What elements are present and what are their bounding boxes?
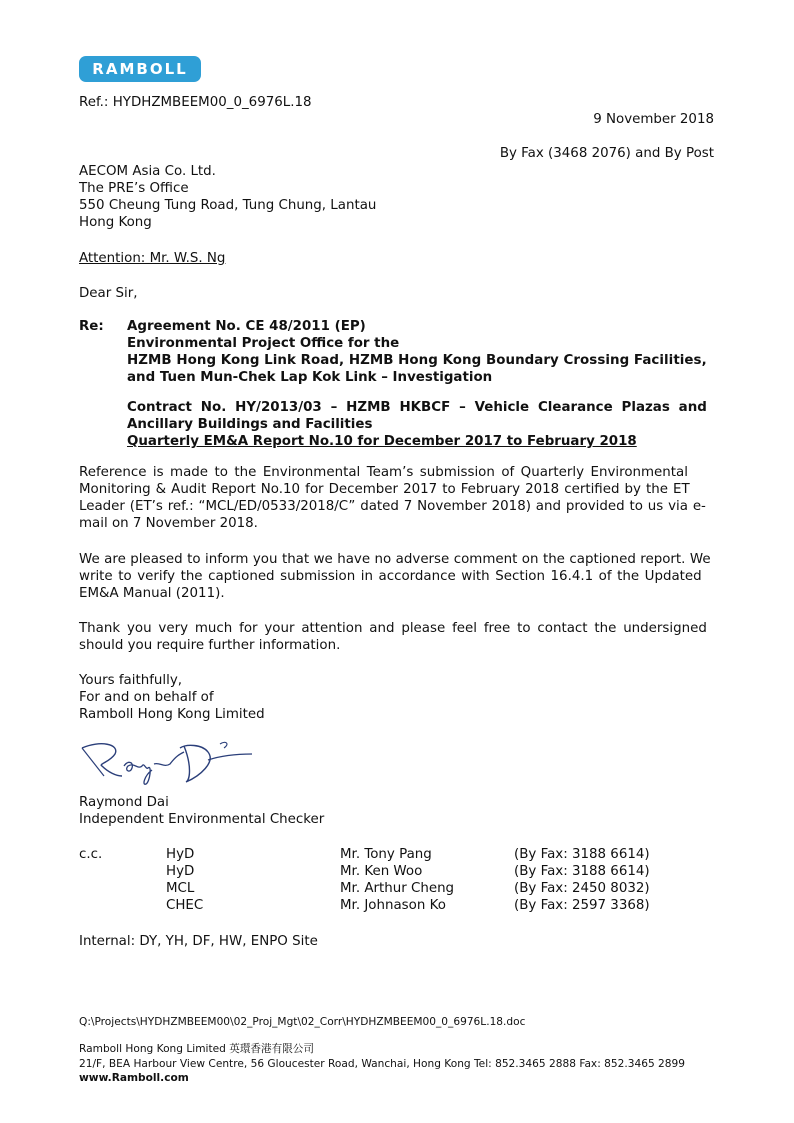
cc-org: MCL	[166, 881, 195, 896]
paragraph-line: write to verify the captioned submission in accordance with Section 16.4.1 of the Updated	[79, 569, 702, 584]
ramboll-logo: RAMBOLL	[79, 56, 201, 82]
paragraph-reference	[79, 464, 706, 532]
cc-row	[0, 897, 794, 914]
subject-line: HZMB Hong Kong Link Road, HZMB Hong Kong Boundary Crossing Facilities,	[127, 353, 707, 368]
address-line: AECOM Asia Co. Ltd.	[79, 164, 216, 179]
paragraph-line: should you require further information.	[79, 638, 341, 653]
cc-row	[0, 863, 794, 880]
closing-line: Yours faithfully,	[79, 673, 183, 688]
re-label: Re:	[79, 319, 104, 334]
file-path: Q:\Projects\HYDHZMBEEM00\02_Proj_Mgt\02_Corr\HYDHZMBEEM00_0_6976L.18.doc	[79, 1016, 526, 1028]
cc-org: HyD	[166, 864, 195, 879]
address-line: The PRE’s Office	[79, 181, 189, 196]
closing-line: Ramboll Hong Kong Limited	[79, 707, 265, 722]
footer-company: Ramboll Hong Kong Limited 英環香港有限公司	[79, 1043, 314, 1055]
paragraph-line: mail on 7 November 2018.	[79, 516, 258, 531]
internal-distribution: Internal: DY, YH, DF, HW, ENPO Site	[79, 934, 318, 949]
paragraph-line: Monitoring & Audit Report No.10 for December 2017 to February 2018 certified by the ET	[79, 482, 690, 497]
cc-person: Mr. Arthur Cheng	[340, 881, 455, 896]
cc-org: HyD	[166, 847, 195, 862]
subject-line: Environmental Project Office for the	[127, 336, 400, 351]
cc-person: Mr. Tony Pang	[340, 847, 432, 862]
delivery-method: By Fax (3468 2076) and By Post	[499, 146, 714, 161]
cc-fax: (By Fax: 2597 3368)	[514, 898, 650, 913]
paragraph-line: Reference is made to the Environmental Team’s submission of Quarterly Environmental	[79, 465, 688, 480]
paragraph-no-comment	[79, 551, 711, 602]
contract-line: Contract No. HY/2013/03 – HZMB HKBCF – Vehicle Clearance Plazas and	[127, 400, 707, 415]
cc-row	[0, 846, 794, 863]
recipient-address	[79, 163, 376, 231]
contract-line: Ancillary Buildings and Facilities	[127, 417, 373, 432]
closing-block	[79, 672, 265, 723]
report-title: Quarterly EM&A Report No.10 for December 2017 to February 2018	[127, 434, 637, 449]
address-line: 550 Cheung Tung Road, Tung Chung, Lantau	[79, 198, 377, 213]
cc-person: Mr. Ken Woo	[340, 864, 423, 879]
cc-row	[0, 880, 794, 897]
paragraph-line: We are pleased to inform you that we have no adverse comment on the captioned report. We	[79, 552, 711, 567]
footer-website: www.Ramboll.com	[79, 1072, 189, 1084]
paragraph-line: EM&A Manual (2011).	[79, 586, 225, 601]
salutation: Dear Sir,	[79, 286, 138, 301]
cc-label: c.c.	[79, 847, 103, 862]
paragraph-line: Leader (ET’s ref.: “MCL/ED/0533/2018/C” dated 7 November 2018) and provided to us via e-	[79, 499, 706, 514]
signer-block	[79, 794, 324, 828]
paragraph-line: Thank you very much for your attention and please feel free to contact the undersigned	[79, 621, 707, 636]
attention-line: Attention: Mr. W.S. Ng	[79, 251, 226, 266]
signer-title: Independent Environmental Checker	[79, 812, 325, 827]
address-line: Hong Kong	[79, 215, 152, 230]
cc-person: Mr. Johnason Ko	[340, 898, 446, 913]
footer-address: 21/F, BEA Harbour View Centre, 56 Gloucester Road, Wanchai, Hong Kong Tel: 852.3465 2888 Fax: 852.3465 2899	[79, 1058, 686, 1070]
paragraph-thanks	[79, 620, 707, 654]
cc-fax: (By Fax: 3188 6614)	[514, 847, 650, 862]
cc-fax: (By Fax: 3188 6614)	[514, 864, 650, 879]
cc-list	[0, 846, 794, 914]
cc-fax: (By Fax: 2450 8032)	[514, 881, 650, 896]
closing-line: For and on behalf of	[79, 690, 214, 705]
letter-date: 9 November 2018	[593, 112, 714, 127]
handwritten-signature	[80, 736, 255, 788]
contract-block	[127, 399, 707, 450]
subject-block	[127, 318, 707, 386]
cc-org: CHEC	[166, 898, 204, 913]
subject-line: Agreement No. CE 48/2011 (EP)	[127, 319, 366, 334]
reference-number: Ref.: HYDHZMBEEM00_0_6976L.18	[79, 95, 312, 110]
signer-name: Raymond Dai	[79, 795, 169, 810]
subject-line: and Tuen Mun-Chek Lap Kok Link – Investigation	[127, 370, 493, 385]
